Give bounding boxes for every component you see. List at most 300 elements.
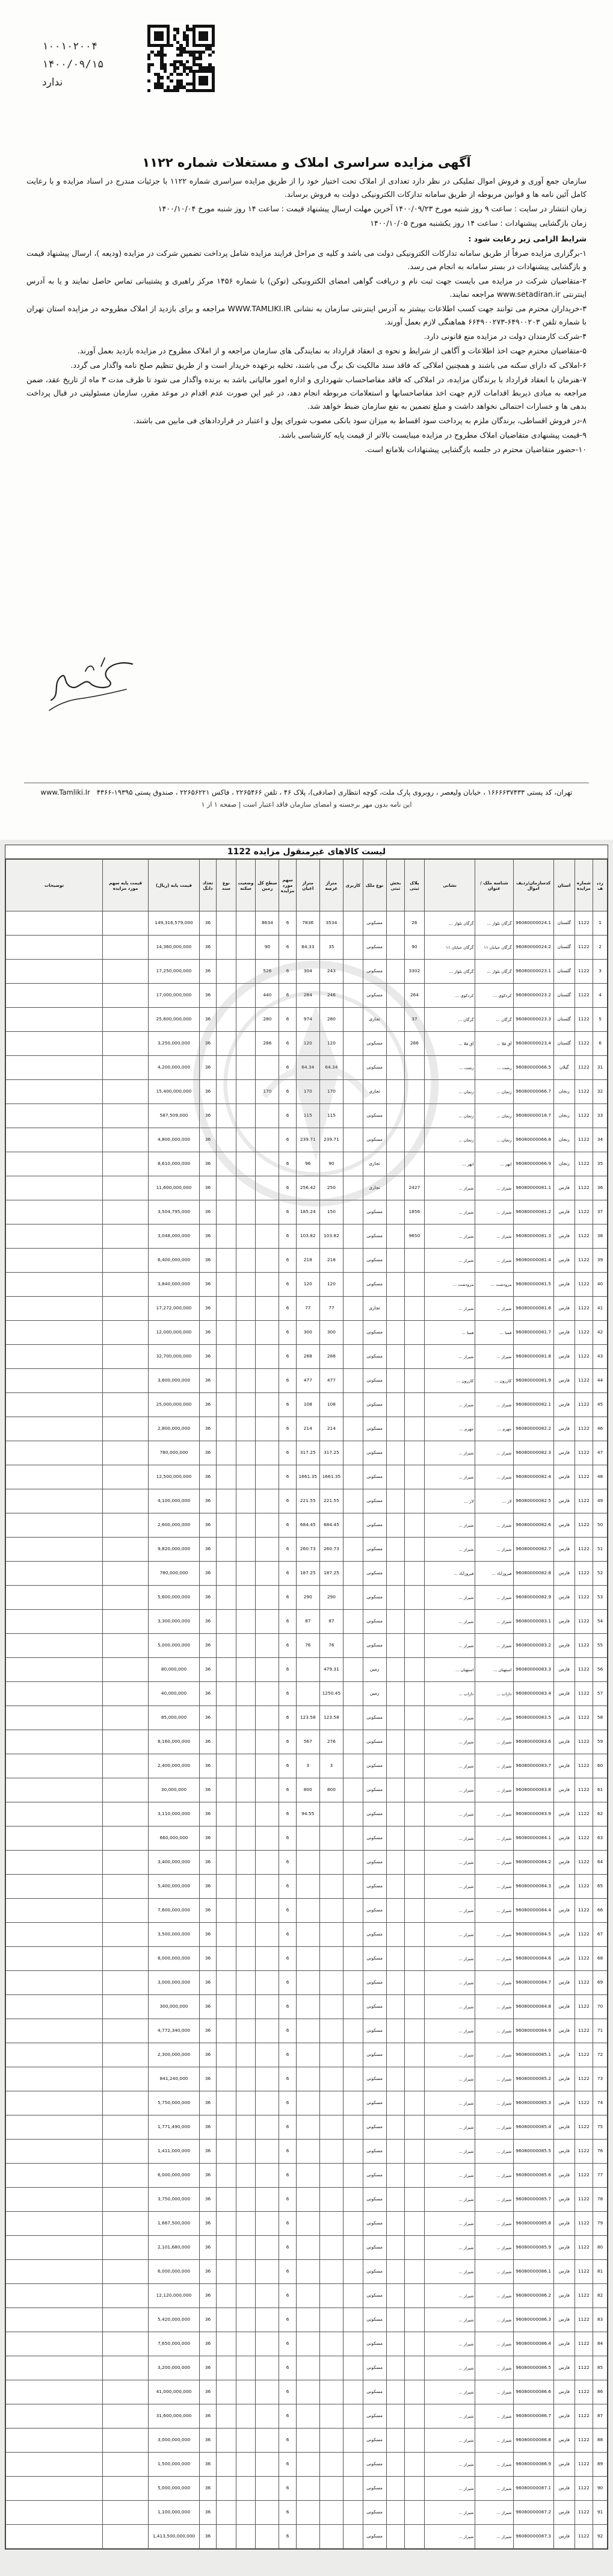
table-cell [6,1971,103,1995]
table-cell: 1122 [574,936,593,960]
table-cell [343,1273,363,1297]
table-row [6,1249,608,1273]
table-cell [386,1562,404,1586]
table-cell [236,1875,256,1899]
table-cell: 660,000,000 [149,1826,200,1851]
table-cell [236,1224,256,1249]
table-cell [386,1176,404,1200]
table-cell: 96080000082.1 [513,1393,553,1417]
table-cell: شیراز ... [475,1465,513,1489]
table-cell [343,2308,363,2332]
table-cell: 36 [199,984,216,1008]
table-cell: 36 [199,2453,216,2477]
table-cell [343,1513,363,1538]
table-cell [217,2212,236,2236]
table-cell: 6 [279,2188,296,2212]
table-row [6,2453,608,2477]
table-row [6,1369,608,1393]
column-header: کدسازمان/ردیف اموال [513,860,553,911]
table-cell: 6 [279,1730,296,1754]
table-cell [405,1441,425,1465]
lots-table [5,859,608,2549]
table-cell: مسکونی [363,2019,386,2043]
table-cell: مسکونی [363,2380,386,2404]
table-cell: 6 [279,1826,296,1851]
table-cell [217,1513,236,1538]
table-row [6,2525,608,2549]
table-cell [343,2019,363,2043]
column-header: بخش ثبتی [386,860,404,911]
table-cell: 33 [593,1104,608,1128]
table-cell: فارس [553,1224,574,1249]
table-cell: 89 [593,2453,608,2477]
table-cell: 6 [279,2091,296,2115]
table-cell: استهبان ... [424,1658,475,1682]
table-cell: گلستان [553,911,574,936]
table-cell [405,2308,425,2332]
table-cell: 96080000081.3 [513,1224,553,1249]
table-cell [256,2501,279,2525]
table-cell [256,2284,279,2308]
table-cell [405,1971,425,1995]
table-cell: 36 [199,2404,216,2429]
table-cell: گرگان ... [475,1008,513,1032]
table-cell [405,1778,425,1802]
table-cell: 6 [279,1754,296,1778]
table-cell [386,936,404,960]
table-cell [256,2356,279,2380]
table-cell: فارس [553,1851,574,1875]
page-footer-note: این نامه بدون مهر برجسته و امضای سازمان فاقد اعتبار است | صفحه ۱ از ۱ [201,801,412,808]
table-cell: 4 [593,984,608,1008]
table-cell: گلستان [553,984,574,1008]
table-cell: 47 [593,1441,608,1465]
table-row [6,2043,608,2067]
table-cell [217,1465,236,1489]
table-cell [405,1321,425,1345]
table-cell: مسکونی [363,1802,386,1826]
table-cell: 288 [296,1345,319,1369]
table-cell: 286 [405,1032,425,1056]
table-cell [6,2356,103,2380]
table-cell: 3,000,000,000 [149,2429,200,2453]
table-cell [386,1658,404,1682]
table-cell [405,1417,425,1441]
table-row [6,1176,608,1200]
table-cell: 6 [279,1128,296,1152]
table-cell: شیراز ... [475,2043,513,2067]
table-cell: فارس [553,1730,574,1754]
table-cell [405,1802,425,1826]
table-cell [319,1875,343,1899]
table-cell: 6 [279,1032,296,1056]
table-cell [386,1128,404,1152]
table-cell: شیراز ... [475,1730,513,1754]
table-cell [296,2356,319,2380]
table-cell: 1122 [574,2404,593,2429]
table-cell: 80,000,000 [149,1658,200,1682]
table-cell [386,1224,404,1249]
table-cell: 2,600,000,000 [149,1513,200,1538]
table-cell [405,1056,425,1080]
table-cell [405,1610,425,1634]
table-cell: شیراز ... [424,1200,475,1224]
table-cell: 6 [279,1345,296,1369]
table-cell: شیراز ... [424,1706,475,1730]
table-cell [256,1730,279,1754]
table-cell [217,2308,236,2332]
header-row [6,860,608,911]
table-cell [217,2525,236,2549]
table-cell: 6 [279,1104,296,1128]
table-cell [343,2284,363,2308]
table-cell: مسکونی [363,2308,386,2332]
table-cell: داراب ... [424,1682,475,1706]
table-cell [6,1441,103,1465]
column-header: نوع ملک [363,860,386,911]
table-cell [6,1321,103,1345]
table-cell: 317.25 [296,1441,319,1465]
table-cell: 96080000082.9 [513,1586,553,1610]
table-cell [319,1971,343,1995]
table-cell [386,1249,404,1273]
table-cell [405,2140,425,2164]
table-cell: 39 [593,1249,608,1273]
table-cell [405,2019,425,2043]
table-cell: 36 [199,2164,216,2188]
table-cell [296,1682,319,1706]
table-cell: شیراز ... [475,1224,513,1249]
table-cell: 6 [593,1032,608,1056]
table-cell: 1122 [574,1682,593,1706]
table-cell [405,1249,425,1273]
table-cell: 1122 [574,2308,593,2332]
table-cell [236,960,256,984]
table-cell [217,2284,236,2308]
table-cell [386,1008,404,1032]
table-cell [6,1128,103,1152]
column-header: شناسه ملک / عنوان [475,860,513,911]
table-cell [296,1947,319,1971]
table-cell: 1122 [574,2091,593,2115]
table-cell: 96080000087.2 [513,2501,553,2525]
condition-item: ۳-خریداران محترم می توانند جهت کسب اطلاعات بیشتر به آدرس اینترنتی سازمان به نشانی WWW.TAMLIKI.IR مراجعه و برای بازدید از املاک مطروحه در مزایده استان تهران با شماره تلفن ۶۴۹۰۰۲۰۳-۶۶۴۹۰۰۲۷۳ هماهنگی لازم بعمل آورند. [26,304,587,326]
table-cell: 6 [279,1778,296,1802]
table-cell: 1122 [574,1056,593,1080]
table-row [6,1104,608,1128]
table-cell: 36 [199,2236,216,2260]
table-cell: 35 [319,936,343,960]
table-cell: مسکونی [363,2091,386,2115]
table-cell: 80 [593,2236,608,2260]
table-cell [236,1032,256,1056]
table-cell [103,2501,149,2525]
table-cell: 17,272,000,000 [149,1297,200,1321]
table-cell [6,1104,103,1128]
table-cell: فارس [553,1273,574,1297]
table-row [6,1610,608,1634]
table-cell [296,1995,319,2019]
table-cell [217,1682,236,1706]
table-cell: مسکونی [363,1393,386,1417]
table-cell [256,1273,279,1297]
table-cell [217,1538,236,1562]
table-cell [236,2140,256,2164]
table-cell: 36 [199,1682,216,1706]
table-cell: 36 [199,1080,216,1104]
table-cell [6,1947,103,1971]
table-cell [386,1538,404,1562]
table-cell: 96080000085.7 [513,2188,553,2212]
table-cell: 1,413,500,000,000 [149,2525,200,2549]
table-cell [236,1971,256,1995]
table-cell: مسکونی [363,1923,386,1947]
table-cell [256,1875,279,1899]
table-cell: 77 [296,1297,319,1321]
table-cell [103,1995,149,2019]
table-cell [256,1345,279,1369]
table-cell: 1122 [574,2477,593,2501]
table-cell [217,1826,236,1851]
table-cell [256,2115,279,2140]
table-cell: 36 [199,2212,216,2236]
table-cell: مسکونی [363,1899,386,1923]
table-cell: 96080000084.5 [513,1923,553,1947]
table-cell [296,2019,319,2043]
table-cell [236,2429,256,2453]
table-row [6,2164,608,2188]
table-cell: 36 [199,1586,216,1610]
table-cell: شیراز ... [424,1851,475,1875]
table-cell: فارس [553,2501,574,2525]
table-cell: شیراز ... [424,1971,475,1995]
table-cell: شیراز ... [424,2525,475,2549]
table-cell: 25,000,000,000 [149,1393,200,1417]
table-cell: 780,000,000 [149,1441,200,1465]
table-cell [217,1586,236,1610]
column-header: وضعیت سکنه [236,860,256,911]
table-cell [6,1826,103,1851]
table-cell: 6 [279,2164,296,2188]
table-cell: شیراز ... [424,1393,475,1417]
table-cell: 300 [319,1321,343,1345]
table-cell: شیراز ... [424,1826,475,1851]
table-cell: مسکونی [363,2477,386,2501]
table-cell [6,2164,103,2188]
table-cell: گرگان خیابان ۱۱ [475,936,513,960]
table-cell: 8,610,000,000 [149,1152,200,1176]
table-cell [405,1851,425,1875]
table-cell [386,1513,404,1538]
table-cell [319,1899,343,1923]
table-cell: 1122 [574,2019,593,2043]
table-cell [256,2212,279,2236]
table-cell: 1122 [574,1369,593,1393]
table-cell [343,2236,363,2260]
table-cell [217,1971,236,1995]
table-cell: 2,400,000,000 [149,1754,200,1778]
table-cell: 96080000086.3 [513,2308,553,2332]
table-cell: 36 [199,2525,216,2549]
table-cell [103,2115,149,2140]
table-cell: 96080000023.2 [513,984,553,1008]
table-cell [6,1297,103,1321]
table-cell [296,2501,319,2525]
table-cell: 36 [199,1634,216,1658]
table-cell: مسکونی [363,2356,386,2380]
table-cell: 1122 [574,1802,593,1826]
table-cell: فارس [553,1441,574,1465]
table-cell [217,1369,236,1393]
table-cell: 96080000066.8 [513,1128,553,1152]
table-cell: 3,504,795,000 [149,1200,200,1224]
table-cell [386,2501,404,2525]
table-cell [6,1369,103,1393]
table-cell: 2,800,000,000 [149,1417,200,1441]
table-cell: 187.25 [296,1562,319,1586]
table-cell: 36 [199,1923,216,1947]
table-cell: فارس [553,1345,574,1369]
column-header: توضیحات [6,860,103,911]
table-cell [236,2332,256,2356]
table-cell [6,1682,103,1706]
table-cell: شیراز ... [475,2525,513,2549]
table-cell [405,2236,425,2260]
table-cell [343,1465,363,1489]
table-cell: 67 [593,1923,608,1947]
table-cell: 96080000084.7 [513,1971,553,1995]
table-cell [343,2429,363,2453]
table-cell: 1122 [574,1826,593,1851]
table-cell: 6,000,000,000 [149,2260,200,2284]
table-cell [103,984,149,1008]
table-cell: 96080000086.2 [513,2284,553,2308]
table-cell [103,2236,149,2260]
table-cell: مسکونی [363,1273,386,1297]
table-cell: شیراز ... [424,1513,475,1538]
table-row [6,2067,608,2091]
table-cell [217,2067,236,2091]
table-cell [319,2043,343,2067]
table-cell: گلستان [553,960,574,984]
table-cell: مسکونی [363,1441,386,1465]
table-cell: 87 [319,1610,343,1634]
table-cell: شیراز ... [475,1754,513,1778]
table-cell [236,1562,256,1586]
table-cell: 36 [199,1754,216,1778]
table-cell: 87 [593,2404,608,2429]
table-cell: 36 [199,1947,216,1971]
table-cell: 477 [319,1369,343,1393]
table-cell: مسکونی [363,1851,386,1875]
table-cell: فارس [553,1176,574,1200]
table-cell [236,911,256,936]
table-cell: 36 [199,1176,216,1200]
table-cell [6,936,103,960]
table-cell: 170 [296,1080,319,1104]
table-cell [236,2164,256,2188]
table-row [6,1273,608,1297]
table-cell: 6 [279,1080,296,1104]
table-cell: 6 [279,1321,296,1345]
table-cell: 34 [593,1128,608,1152]
table-cell [6,2140,103,2164]
table-cell [6,1995,103,2019]
table-cell [256,1249,279,1273]
table-cell [319,2308,343,2332]
table-cell [405,2429,425,2453]
table-cell [6,2236,103,2260]
table-cell [343,1176,363,1200]
table-cell [256,1851,279,1875]
table-cell: 36 [199,1610,216,1634]
table-cell [217,1754,236,1778]
table-cell: 36 [199,2140,216,2164]
table-cell: 103.82 [319,1224,343,1249]
table-cell [6,1778,103,1802]
table-cell: مسکونی [363,1489,386,1513]
table-cell [236,1538,256,1562]
table-cell: 36 [199,1851,216,1875]
table-cell [6,2453,103,2477]
table-cell: شیراز ... [475,1586,513,1610]
table-cell [386,1321,404,1345]
table-cell: 123.58 [319,1706,343,1730]
table-cell: 96080000023.1 [513,960,553,984]
table-cell: 36 [199,2501,216,2525]
table-cell [386,1682,404,1706]
table-cell [6,1923,103,1947]
table-cell [256,1658,279,1682]
table-cell [343,1851,363,1875]
table-row [6,1393,608,1417]
table-cell: رشت ... [424,1056,475,1080]
table-cell: 96 [296,1152,319,1176]
table-cell: شیراز ... [475,1706,513,1730]
table-cell: 7836 [296,911,319,936]
table-cell: 36 [199,2260,216,2284]
table-cell [236,984,256,1008]
table-cell [217,1249,236,1273]
table-cell [6,2212,103,2236]
table-cell: 1122 [574,1634,593,1658]
table-cell [217,2429,236,2453]
table-cell: فارس [553,2115,574,2140]
table-cell [103,1706,149,1730]
table-cell: زنجان ... [475,1080,513,1104]
table-cell: 108 [296,1393,319,1417]
table-cell: 300,000,000 [149,1995,200,2019]
table-cell [386,2140,404,2164]
table-cell [217,1706,236,1730]
table-cell: فارس [553,1706,574,1730]
table-cell [103,1465,149,1489]
table-row [6,1851,608,1875]
table-cell: 1122 [574,1586,593,1610]
table-row [6,1682,608,1706]
table-cell: فارس [553,2356,574,2380]
table-cell: 1122 [574,1200,593,1224]
table-cell [256,1513,279,1538]
table-row [6,1875,608,1899]
table-cell [217,1224,236,1249]
table-cell: 86 [593,2380,608,2404]
table-cell: 17,250,000,000 [149,960,200,984]
table-cell [103,960,149,984]
table-cell: مسکونی [363,2404,386,2429]
table-cell [236,2356,256,2380]
table-cell: 6 [279,1682,296,1706]
